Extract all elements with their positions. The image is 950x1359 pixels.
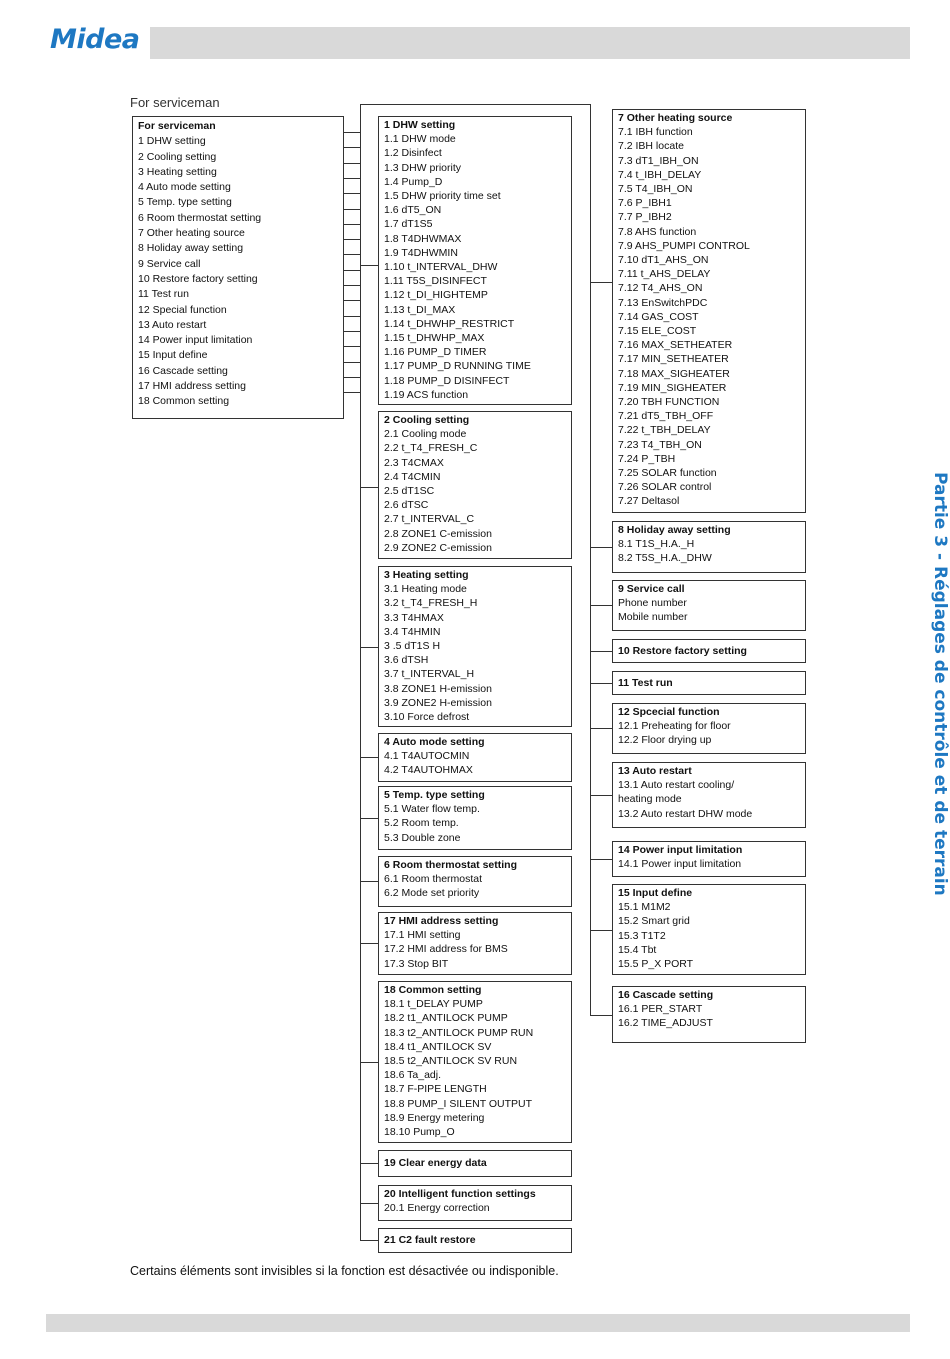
service-call-item[interactable]: Mobile number <box>618 611 688 624</box>
dhw-item[interactable]: 1.14 t_DHWHP_RESTRICT <box>384 317 515 330</box>
heating-box <box>378 566 572 727</box>
dhw-item[interactable]: 1.9 T4DHWMIN <box>384 246 458 259</box>
other-heating-item[interactable]: 7.27 Deltasol <box>618 495 680 508</box>
dhw-item[interactable]: 1.12 t_DI_HIGHTEMP <box>384 289 488 302</box>
connector-line <box>590 104 591 1016</box>
cascade-box <box>612 986 806 1043</box>
dhw-item[interactable]: 1.7 dT1S5 <box>384 218 433 231</box>
connector-line <box>360 104 590 105</box>
other-heating-item[interactable]: 7.8 AHS function <box>618 225 697 238</box>
room-thermostat-box <box>378 856 572 907</box>
heating-title[interactable]: 3 Heating setting <box>384 569 469 581</box>
hmi-address-title[interactable]: 17 HMI address setting <box>384 915 499 927</box>
room-thermostat-item[interactable]: 6.1 Room thermostat <box>384 873 483 886</box>
special-item[interactable]: 12.2 Floor drying up <box>618 734 712 747</box>
other-heating-item[interactable]: 7.17 MIN_SETHEATER <box>618 353 729 366</box>
other-heating-item[interactable]: 7.23 T4_TBH_ON <box>618 438 702 451</box>
dhw-item[interactable]: 1.17 PUMP_D RUNNING TIME <box>384 360 531 373</box>
common-item[interactable]: 18.1 t_DELAY PUMP <box>384 998 483 1011</box>
dhw-item[interactable]: 1.8 T4DHWMAX <box>384 232 462 245</box>
dhw-item[interactable]: 1.2 Disinfect <box>384 147 442 160</box>
input-define-item[interactable]: 15.2 Smart grid <box>618 915 690 928</box>
other-heating-item[interactable]: 7.7 P_IBH2 <box>618 211 672 224</box>
cooling-item[interactable]: 2.9 ZONE2 C-emission <box>384 541 492 554</box>
other-heating-item[interactable]: 7.16 MAX_SETHEATER <box>618 339 733 352</box>
hmi-address-item[interactable]: 17.3 Stop BIT <box>384 957 449 970</box>
cooling-item[interactable]: 2.8 ZONE1 C-emission <box>384 527 492 540</box>
connector-line <box>360 818 378 819</box>
cooling-item[interactable]: 2.4 T4CMIN <box>384 470 441 483</box>
main-menu-item[interactable]: 5 Temp. type setting <box>138 196 232 209</box>
connector-line <box>344 254 360 255</box>
dhw-item[interactable]: 1.5 DHW priority time set <box>384 190 501 203</box>
heating-item[interactable]: 3.6 dTSH <box>384 654 429 667</box>
footer-bar <box>46 1314 910 1332</box>
c2-fault-title[interactable]: 21 C2 fault restore <box>384 1234 476 1247</box>
intelligent-item[interactable]: 20.1 Energy correction <box>384 1202 490 1215</box>
dhw-item[interactable]: 1.10 t_INTERVAL_DHW <box>384 261 498 274</box>
connector-line <box>344 270 360 271</box>
section-side-title: Partie 3 - Réglages de contrôle et de terrain <box>930 472 950 896</box>
intelligent-title[interactable]: 20 Intelligent function settings <box>384 1188 536 1200</box>
input-define-item[interactable]: 15.5 P_X PORT <box>618 958 694 971</box>
connector-line <box>344 300 360 301</box>
other-heating-item[interactable]: 7.10 dT1_AHS_ON <box>618 254 709 267</box>
dhw-item[interactable]: 1.13 t_DI_MAX <box>384 303 456 316</box>
common-item[interactable]: 18.4 t1_ANTILOCK SV <box>384 1040 492 1053</box>
heating-item[interactable]: 3.7 t_INTERVAL_H <box>384 668 475 681</box>
other-heating-item[interactable]: 7.15 ELE_COST <box>618 325 697 338</box>
main-menu-item[interactable]: 15 Input define <box>138 349 208 362</box>
input-define-box <box>612 884 806 975</box>
common-box <box>378 981 572 1143</box>
dhw-item[interactable]: 1.1 DHW mode <box>384 133 456 146</box>
main-menu-item[interactable]: 16 Cascade setting <box>138 364 228 377</box>
other-heating-item[interactable]: 7.5 T4_IBH_ON <box>618 183 693 196</box>
cascade-item[interactable]: 16.1 PER_START <box>618 1003 703 1016</box>
other-heating-item[interactable]: 7.18 MAX_SIGHEATER <box>618 367 730 380</box>
connector-line <box>344 377 360 378</box>
main-menu-item[interactable]: 1 DHW setting <box>138 135 206 148</box>
test-run-title[interactable]: 11 Test run <box>618 676 673 689</box>
connector-line <box>360 1062 378 1063</box>
other-heating-item[interactable]: 7.11 t_AHS_DELAY <box>618 268 711 281</box>
temp-type-title[interactable]: 5 Temp. type setting <box>384 789 485 801</box>
connector-line <box>590 728 612 729</box>
heating-item[interactable]: 3.8 ZONE1 H-emission <box>384 682 492 695</box>
common-title[interactable]: 18 Common setting <box>384 984 482 996</box>
common-item[interactable]: 18.2 t1_ANTILOCK PUMP <box>384 1012 508 1025</box>
header-bar <box>150 27 910 59</box>
heating-item[interactable]: 3.3 T4HMAX <box>384 611 444 624</box>
connector-line <box>344 224 360 225</box>
auto-restart-title[interactable]: 13 Auto restart <box>618 765 692 777</box>
connector-line <box>344 316 360 317</box>
hmi-address-item[interactable]: 17.2 HMI address for BMS <box>384 943 508 956</box>
c2-fault-box <box>378 1228 572 1253</box>
footnote: Certains éléments sont invisibles si la fonction est désactivée ou indisponible. <box>130 1264 559 1278</box>
input-define-item[interactable]: 15.4 Tbt <box>618 943 657 956</box>
dhw-item[interactable]: 1.6 dT5_ON <box>384 204 442 217</box>
other-heating-item[interactable]: 7.6 P_IBH1 <box>618 197 672 210</box>
auto-restart-item[interactable]: heating mode <box>618 793 682 806</box>
cooling-box <box>378 411 572 559</box>
power-input-item[interactable]: 14.1 Power input limitation <box>618 858 742 871</box>
hmi-address-box <box>378 912 572 975</box>
main-menu-item[interactable]: 3 Heating setting <box>138 165 217 178</box>
menu-heading: For serviceman <box>130 95 220 110</box>
room-thermostat-item[interactable]: 6.2 Mode set priority <box>384 887 480 900</box>
cooling-title[interactable]: 2 Cooling setting <box>384 414 470 426</box>
special-item[interactable]: 12.1 Preheating for floor <box>618 720 731 733</box>
auto-mode-box <box>378 733 572 782</box>
connector-line <box>344 239 360 240</box>
connector-line <box>344 362 360 363</box>
connector-line <box>344 346 360 347</box>
other-heating-box <box>612 109 806 513</box>
connector-line <box>360 943 378 944</box>
service-call-item[interactable]: Phone number <box>618 597 687 610</box>
special-title[interactable]: 12 Spcecial function <box>618 706 720 718</box>
connector-line <box>360 1240 378 1241</box>
connector-line <box>360 881 378 882</box>
cooling-item[interactable]: 2.5 dT1SC <box>384 485 435 498</box>
connector-line <box>590 605 612 606</box>
temp-type-box <box>378 786 572 850</box>
clear-energy-title[interactable]: 19 Clear energy data <box>384 1157 487 1170</box>
common-item[interactable]: 18.9 Energy metering <box>384 1111 485 1124</box>
main-menu-item[interactable]: 13 Auto restart <box>138 318 207 331</box>
connector-line <box>344 147 360 148</box>
cooling-item[interactable]: 2.1 Cooling mode <box>384 428 467 441</box>
common-item[interactable]: 18.7 F-PIPE LENGTH <box>384 1083 487 1096</box>
other-heating-item[interactable]: 7.25 SOLAR function <box>618 467 717 480</box>
input-define-title[interactable]: 15 Input define <box>618 887 693 899</box>
common-item[interactable]: 18.6 Ta_adj. <box>384 1069 442 1082</box>
dhw-item[interactable]: 1.16 PUMP_D TIMER <box>384 346 487 359</box>
common-item[interactable]: 18.3 t2_ANTILOCK PUMP RUN <box>384 1026 534 1039</box>
connector-line <box>590 547 612 548</box>
other-heating-item[interactable]: 7.4 t_IBH_DELAY <box>618 168 702 181</box>
connector-line <box>590 859 612 860</box>
other-heating-item[interactable]: 7.26 SOLAR control <box>618 481 712 494</box>
connector-line <box>590 1015 612 1016</box>
auto-restart-item[interactable]: 13.1 Auto restart cooling/ <box>618 779 735 792</box>
dhw-item[interactable]: 1.11 T5S_DISINFECT <box>384 275 487 288</box>
main-menu-item[interactable]: 4 Auto mode setting <box>138 181 231 194</box>
connector-line <box>344 331 360 332</box>
connector-line <box>590 282 612 283</box>
common-item[interactable]: 18.5 t2_ANTILOCK SV RUN <box>384 1055 518 1068</box>
clear-energy-box <box>378 1150 572 1177</box>
main-menu-item[interactable]: 17 HMI address setting <box>138 380 246 393</box>
connector-line <box>344 163 360 164</box>
connector-line <box>344 132 360 133</box>
main-menu-item[interactable]: 2 Cooling setting <box>138 150 217 163</box>
temp-type-item[interactable]: 5.2 Room temp. <box>384 817 459 830</box>
holiday-title[interactable]: 8 Holiday away setting <box>618 524 731 536</box>
input-define-item[interactable]: 15.1 M1M2 <box>618 901 671 914</box>
logo-text: Midea <box>50 24 140 55</box>
intelligent-box <box>378 1185 572 1221</box>
dhw-box <box>378 116 572 405</box>
auto-mode-title[interactable]: 4 Auto mode setting <box>384 736 485 748</box>
other-heating-item[interactable]: 7.24 P_TBH <box>618 452 676 465</box>
common-item[interactable]: 18.10 Pump_O <box>384 1126 455 1139</box>
connector-line <box>360 1203 378 1204</box>
cooling-item[interactable]: 2.2 t_T4_FRESH_C <box>384 442 478 455</box>
holiday-box <box>612 521 806 573</box>
connector-line <box>344 193 360 194</box>
heating-item[interactable]: 3 .5 dT1S H <box>384 640 441 653</box>
dhw-item[interactable]: 1.19 ACS function <box>384 388 469 401</box>
main-menu-list <box>138 134 338 409</box>
restore-title[interactable]: 10 Restore factory setting <box>618 644 747 657</box>
connector-line <box>360 757 378 758</box>
main-menu-item[interactable]: 12 Special function <box>138 303 227 316</box>
cooling-item[interactable]: 2.3 T4CMAX <box>384 456 444 469</box>
other-heating-title[interactable]: 7 Other heating source <box>618 112 733 124</box>
other-heating-item[interactable]: 7.3 dT1_IBH_ON <box>618 154 699 167</box>
connector-line <box>344 392 360 393</box>
dhw-item[interactable]: 1.15 t_DHWHP_MAX <box>384 332 485 345</box>
other-heating-item[interactable]: 7.2 IBH locate <box>618 140 684 153</box>
power-input-box <box>612 841 806 877</box>
heating-item[interactable]: 3.9 ZONE2 H-emission <box>384 696 492 709</box>
heating-item[interactable]: 3.10 Force defrost <box>384 711 470 724</box>
other-heating-item[interactable]: 7.21 dT5_TBH_OFF <box>618 410 714 423</box>
main-menu-title: For serviceman <box>138 120 216 132</box>
dhw-item[interactable]: 1.3 DHW priority <box>384 161 462 174</box>
connector-line <box>360 647 378 648</box>
dhw-item[interactable]: 1.4 Pump_D <box>384 175 443 188</box>
other-heating-item[interactable]: 7.12 T4_AHS_ON <box>618 282 703 295</box>
other-heating-item[interactable]: 7.1 IBH function <box>618 126 693 139</box>
connector-line <box>590 930 612 931</box>
holiday-item[interactable]: 8.2 T5S_H.A._DHW <box>618 552 712 565</box>
common-item[interactable]: 18.8 PUMP_I SILENT OUTPUT <box>384 1097 533 1110</box>
connector-line <box>360 487 378 488</box>
hmi-address-item[interactable]: 17.1 HMI setting <box>384 929 461 942</box>
main-menu-item[interactable]: 8 Holiday away setting <box>138 242 244 255</box>
other-heating-item[interactable]: 7.20 TBH FUNCTION <box>618 396 720 409</box>
auto-mode-item[interactable]: 4.2 T4AUTOHMAX <box>384 764 473 777</box>
connector-line <box>344 285 360 286</box>
input-define-item[interactable]: 15.3 T1T2 <box>618 929 666 942</box>
connector-line <box>360 265 378 266</box>
connector-line <box>590 683 612 684</box>
service-call-title[interactable]: 9 Service call <box>618 583 685 595</box>
connector-line <box>360 1163 378 1164</box>
connector-line <box>344 209 360 210</box>
main-menu-item[interactable]: 11 Test run <box>138 288 189 301</box>
other-heating-item[interactable]: 7.22 t_TBH_DELAY <box>618 424 711 437</box>
heating-item[interactable]: 3.1 Heating mode <box>384 583 467 596</box>
cascade-title[interactable]: 16 Cascade setting <box>618 989 714 1001</box>
holiday-item[interactable]: 8.1 T1S_H.A._H <box>618 538 695 551</box>
dhw-title[interactable]: 1 DHW setting <box>384 119 456 131</box>
dhw-item[interactable]: 1.18 PUMP_D DISINFECT <box>384 374 510 387</box>
auto-mode-item[interactable]: 4.1 T4AUTOCMIN <box>384 750 470 763</box>
main-menu-box <box>132 116 344 419</box>
service-call-box <box>612 580 806 631</box>
special-box <box>612 703 806 754</box>
other-heating-item[interactable]: 7.9 AHS_PUMPI CONTROL <box>618 239 750 252</box>
main-menu-item[interactable]: 7 Other heating source <box>138 227 245 240</box>
other-heating-item[interactable]: 7.13 EnSwitchPDC <box>618 296 708 309</box>
test-run-box <box>612 671 806 695</box>
cascade-item[interactable]: 16.2 TIME_ADJUST <box>618 1017 713 1030</box>
connector-line <box>360 104 361 1240</box>
connector-line <box>590 795 612 796</box>
other-heating-item[interactable]: 7.19 MIN_SIGHEATER <box>618 381 727 394</box>
cooling-item[interactable]: 2.7 t_INTERVAL_C <box>384 513 475 526</box>
auto-restart-item[interactable]: 13.2 Auto restart DHW mode <box>618 807 753 820</box>
main-menu-item[interactable]: 9 Service call <box>138 257 201 270</box>
main-menu-item[interactable]: 6 Room thermostat setting <box>138 211 262 224</box>
auto-restart-box <box>612 762 806 828</box>
room-thermostat-title[interactable]: 6 Room thermostat setting <box>384 859 518 871</box>
connector-line <box>590 651 612 652</box>
main-menu-item[interactable]: 10 Restore factory setting <box>138 272 258 285</box>
heating-item[interactable]: 3.2 t_T4_FRESH_H <box>384 597 478 610</box>
main-menu-item[interactable]: 14 Power input limitation <box>138 334 253 347</box>
other-heating-item[interactable]: 7.14 GAS_COST <box>618 310 699 323</box>
power-input-title[interactable]: 14 Power input limitation <box>618 844 743 856</box>
restore-box <box>612 639 806 663</box>
main-menu-item[interactable]: 18 Common setting <box>138 395 230 408</box>
cooling-item[interactable]: 2.6 dTSC <box>384 499 429 512</box>
temp-type-item[interactable]: 5.1 Water flow temp. <box>384 803 480 816</box>
midea-logo <box>50 24 139 55</box>
temp-type-item[interactable]: 5.3 Double zone <box>384 831 461 844</box>
connector-line <box>344 178 360 179</box>
heating-item[interactable]: 3.4 T4HMIN <box>384 625 441 638</box>
